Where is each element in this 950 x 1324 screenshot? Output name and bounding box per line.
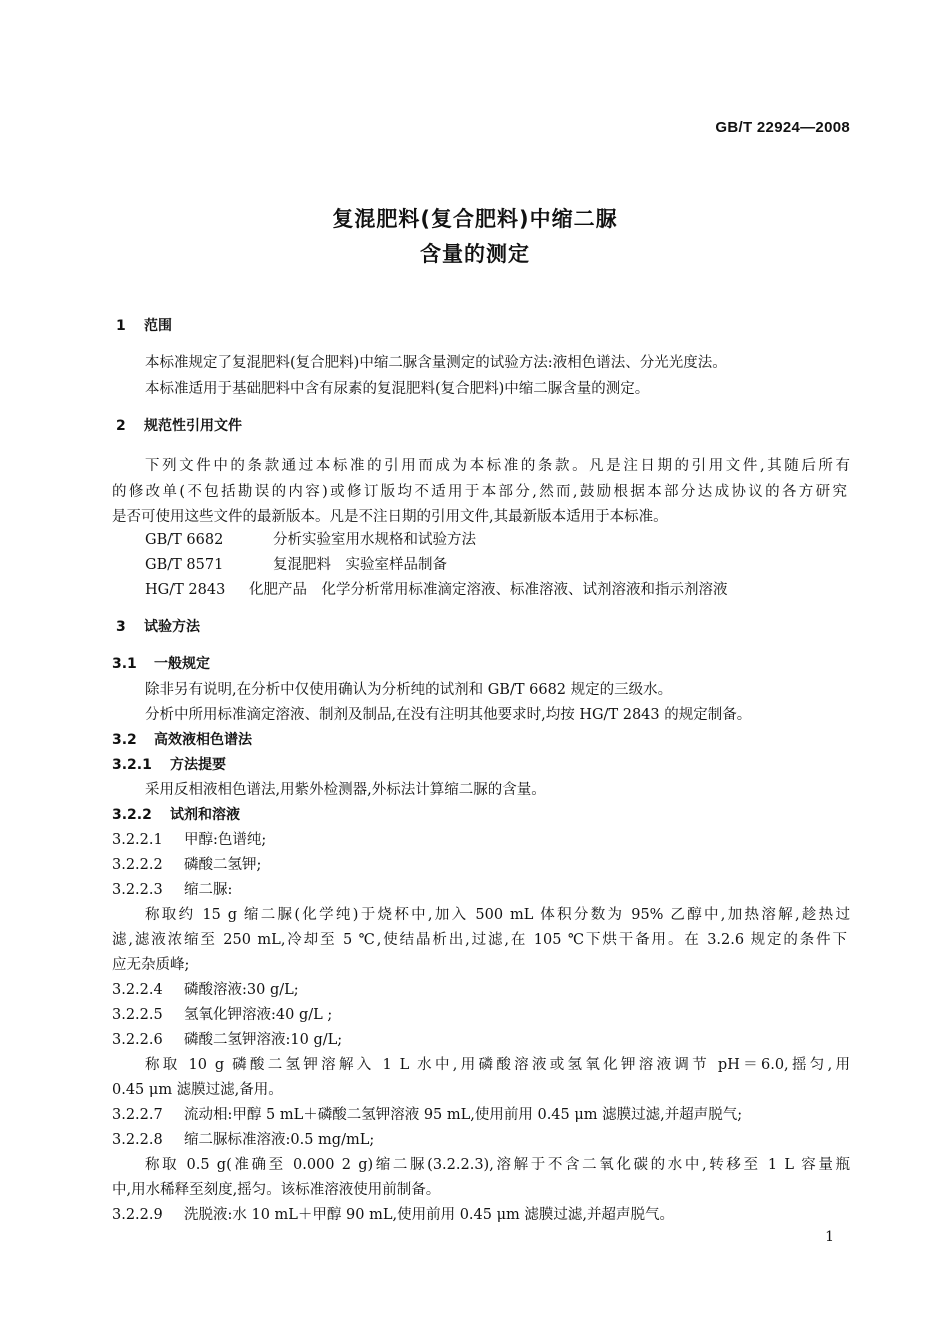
item-number: 3.2.2.6 — [112, 1032, 163, 1048]
paragraph-line: 0.45 μm 滤膜过滤,备用。 — [112, 1082, 283, 1098]
subsection-number: 3.2 — [112, 732, 137, 748]
section-title: 范围 — [144, 318, 172, 334]
paragraph-line: 称取约 15 g 缩二脲(化学纯)于烧杯中,加入 500 mL 体积分数为 95% 乙醇中,加热溶解,趁热过 — [145, 907, 850, 923]
section-3-heading — [116, 617, 200, 637]
page-number: 1 — [825, 1229, 834, 1245]
item-text: 洗脱液:水 10 mL＋甲醇 90 mL,使用前用 0.45 μm 滤膜过滤,并超声脱气。 — [184, 1207, 674, 1223]
section-title: 规范性引用文件 — [144, 418, 242, 434]
subsection-number: 3.2.1 — [112, 757, 152, 773]
document-title-line-2: 含量的测定 — [420, 242, 530, 266]
paragraph-line: 称取 10 g 磷酸二氢钾溶解入 1 L 水中,用磷酸溶液或氢氧化钾溶液调节 pH＝6.0,摇匀,用 — [145, 1057, 850, 1073]
item-text: 缩二脲标准溶液:0.5 mg/mL; — [184, 1132, 375, 1148]
paragraph-line: 中,用水稀释至刻度,摇匀。该标准溶液使用前制备。 — [112, 1182, 441, 1198]
item-text: 缩二脲: — [184, 882, 233, 898]
section-2-heading — [116, 416, 242, 436]
item-text: 磷酸二氢钾溶液:10 g/L; — [184, 1032, 343, 1048]
item-number: 3.2.2.8 — [112, 1132, 163, 1148]
reference-title: 复混肥料 实验室样品制备 — [273, 557, 447, 573]
paragraph: 本标准规定了复混肥料(复合肥料)中缩二脲含量测定的试验方法:液相色谱法、分光光度法。 — [145, 355, 727, 371]
list-item — [112, 855, 261, 875]
subsection-3-2-2-heading — [112, 805, 240, 825]
list-item — [112, 1005, 332, 1025]
subsection-title: 试剂和溶液 — [170, 807, 240, 823]
reference-title: 分析实验室用水规格和试验方法 — [273, 532, 476, 548]
subsection-3-2-heading — [112, 730, 252, 750]
subsection-number: 3.2.2 — [112, 807, 152, 823]
reference-item — [145, 580, 728, 600]
subsection-3-1-heading — [112, 654, 210, 674]
item-number: 3.2.2.5 — [112, 1007, 163, 1023]
list-item — [112, 1205, 674, 1225]
item-number: 3.2.2.7 — [112, 1107, 163, 1123]
subsection-title: 方法提要 — [170, 757, 226, 773]
item-text: 磷酸溶液:30 g/L; — [184, 982, 299, 998]
item-number: 3.2.2.9 — [112, 1207, 163, 1223]
standard-number: GB/T 22924—2008 — [715, 119, 850, 136]
paragraph-line: 滤,滤液浓缩至 250 mL,冷却至 5 ℃,使结晶析出,过滤,在 105 ℃下烘干备用。在 3.2.6 规定的条件下 — [112, 932, 847, 948]
subsection-number: 3.1 — [112, 656, 137, 672]
section-title: 试验方法 — [144, 619, 200, 635]
item-number: 3.2.2.1 — [112, 832, 163, 848]
item-number: 3.2.2.2 — [112, 857, 163, 873]
paragraph-line: 应无杂质峰; — [112, 957, 190, 973]
item-number: 3.2.2.4 — [112, 982, 163, 998]
reference-item — [145, 530, 476, 550]
paragraph-line: 的修改单(不包括勘误的内容)或修订版均不适用于本部分,然而,鼓励根据本部分达成协议的各方研究 — [112, 484, 847, 500]
section-number: 1 — [116, 318, 126, 334]
item-text: 磷酸二氢钾; — [184, 857, 262, 873]
subsection-title: 一般规定 — [154, 656, 210, 672]
subsection-3-2-1-heading — [112, 755, 226, 775]
paragraph: 除非另有说明,在分析中仅使用确认为分析纯的试剂和 GB/T 6682 规定的三级水。 — [145, 682, 673, 698]
item-text: 氢氧化钾溶液:40 g/L ; — [184, 1007, 333, 1023]
item-text: 流动相:甲醇 5 mL＋磷酸二氢钾溶液 95 mL,使用前用 0.45 μm 滤膜过滤,并超声脱气; — [184, 1107, 743, 1123]
list-item — [112, 1105, 742, 1125]
item-number: 3.2.2.3 — [112, 882, 163, 898]
subsection-title: 高效液相色谱法 — [154, 732, 252, 748]
paragraph: 采用反相液相色谱法,用紫外检测器,外标法计算缩二脲的含量。 — [145, 782, 546, 798]
document-title-line-1: 复混肥料(复合肥料)中缩二脲 — [332, 207, 618, 231]
reference-code: GB/T 6682 — [145, 532, 224, 548]
reference-item — [145, 555, 447, 575]
reference-title: 化肥产品 化学分析常用标准滴定溶液、标准溶液、试剂溶液和指示剂溶液 — [249, 582, 728, 598]
reference-code: GB/T 8571 — [145, 557, 224, 573]
paragraph-line: 是否可使用这些文件的最新版本。凡是不注日期的引用文件,其最新版本适用于本标准。 — [112, 509, 668, 525]
list-item — [112, 880, 232, 900]
section-number: 2 — [116, 418, 126, 434]
paragraph: 本标准适用于基础肥料中含有尿素的复混肥料(复合肥料)中缩二脲含量的测定。 — [145, 381, 650, 397]
item-text: 甲醇:色谱纯; — [184, 832, 267, 848]
list-item — [112, 980, 299, 1000]
paragraph-line: 下列文件中的条款通过本标准的引用而成为本标准的条款。凡是注日期的引用文件,其随后所有 — [145, 458, 850, 474]
list-item — [112, 1130, 374, 1150]
paragraph-line: 称取 0.5 g(准确至 0.000 2 g)缩二脲(3.2.2.3),溶解于不含二氧化碳的水中,转移至 1 L 容量瓶 — [145, 1157, 850, 1173]
section-1-heading — [116, 316, 172, 336]
section-number: 3 — [116, 619, 126, 635]
list-item — [112, 830, 266, 850]
paragraph: 分析中所用标准滴定溶液、制剂及制品,在没有注明其他要求时,均按 HG/T 2843 的规定制备。 — [145, 707, 752, 723]
reference-code: HG/T 2843 — [145, 582, 226, 598]
list-item — [112, 1030, 342, 1050]
